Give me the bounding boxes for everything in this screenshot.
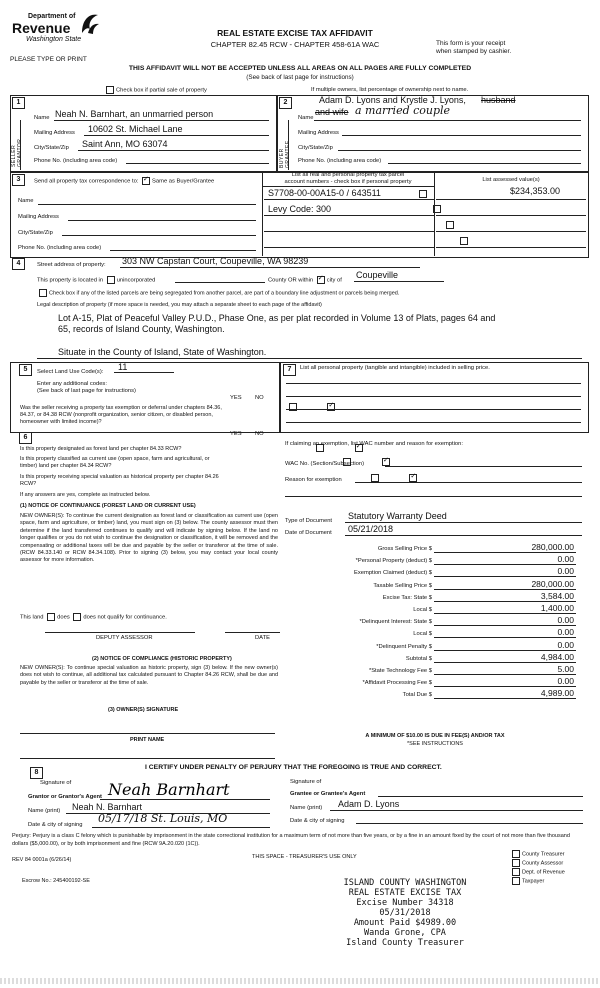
street-label: Street address of property: bbox=[37, 262, 106, 268]
certify-text: I CERTIFY UNDER PENALTY OF PERJURY THAT THE FOREGOING IS TRUE AND CORRECT. bbox=[145, 764, 442, 771]
grantee-date-city-label: Date & city of signing bbox=[290, 818, 345, 824]
doc-type-label: Type of Document bbox=[285, 518, 333, 524]
seller-grantor-label: SELLER GRANTOR bbox=[11, 138, 23, 167]
s3-phone-label: Phone No. (including area code) bbox=[18, 245, 102, 251]
perjury-text: Perjury: Perjury is a class C felony which is punishable by imprisonment in the state correctional institution for a maximum term of not more than five years, or by a fine in an amount fixed by the court of not more than five thousand dollars ($5,000.00), or by both imprisonment and fine (RCW 9A.20.020 (1C)). bbox=[12, 833, 570, 847]
located-row bbox=[37, 276, 155, 284]
amount-value-12: 4,989.00 bbox=[540, 688, 574, 699]
amount-value-8: 0.00 bbox=[557, 639, 574, 650]
s5-no-header: NO bbox=[255, 395, 264, 401]
grantor-date-city-label: Date & city of signing bbox=[28, 822, 83, 828]
dept-line3: Washington State bbox=[26, 36, 82, 43]
property-street-address: 303 NW Capstan Court, Coupeville, WA 98239 bbox=[122, 256, 309, 266]
partial-sale-row bbox=[104, 86, 207, 94]
grantor-date-city: 05/17/18 St. Louis, MO bbox=[98, 812, 228, 825]
grantee-name-print: Adam D. Lyons bbox=[338, 799, 400, 809]
buyer-name-top: Adam D. Lyons and Krystle J. Lyons, bbox=[319, 95, 466, 105]
deputy-assessor-label: DEPUTY ASSESSOR bbox=[96, 635, 153, 641]
enter-additional-label: Enter any additional codes: bbox=[37, 381, 107, 387]
s1-mail-label: Mailing Address bbox=[34, 130, 75, 136]
copy-taxpayer: Taxpayer bbox=[510, 877, 565, 886]
parcel-number: S7708-00-00A15-0 / 643511 bbox=[268, 188, 381, 198]
assessed-value: $234,353.00 bbox=[510, 186, 561, 196]
s6-q2-no-checkbox[interactable] bbox=[382, 458, 390, 466]
amount-label-9: Subtotal $ bbox=[405, 655, 432, 662]
amount-label-2: Exemption Claimed (deduct) $ bbox=[354, 570, 432, 577]
city-of-label: city of bbox=[326, 277, 342, 284]
minimum-fee-line2: *SEE INSTRUCTIONS bbox=[407, 741, 463, 747]
amount-label-0: Gross Selling Price $ bbox=[377, 546, 432, 552]
form-title: REAL ESTATE EXCISE TAX AFFIDAVIT bbox=[217, 28, 373, 38]
copy-county-treasurer: County Treasurer bbox=[510, 850, 565, 859]
segregated-label: Check box if any of the listed parcels are being segregated from another parcel, are part of a boundary line adjustment or parcels being merged. bbox=[49, 290, 400, 297]
form-chapter: CHAPTER 82.45 RCW - CHAPTER 458-61A WAC bbox=[210, 40, 380, 49]
assessed-head: List assessed value(s) bbox=[482, 177, 540, 183]
seller-city-state-zip: Saint Ann, MO 63074 bbox=[82, 139, 168, 149]
legal-label: Legal description of property (if more space is needed, you may attach a separate sheet to each page of the affidavit) bbox=[37, 302, 322, 308]
send-correspondence-label: Send all property tax correspondence to: bbox=[34, 178, 139, 185]
see-back-text: (See back of last page for instructions) bbox=[246, 74, 354, 81]
stamp-line5: Amount Paid $4989.00 bbox=[353, 918, 457, 928]
segregated-row bbox=[37, 289, 399, 297]
minimum-fee-line1: A MINIMUM OF $10.00 IS DUE IN FEE(S) AND/OR TAX bbox=[365, 733, 505, 739]
section7-number: 7 bbox=[283, 364, 296, 376]
s1-city-label: City/State/Zip bbox=[34, 145, 69, 151]
partial-sale-label: Check box if partial sale of property bbox=[116, 87, 207, 94]
amount-value-1: 0.00 bbox=[557, 554, 574, 565]
stamp-line7: Island County Treasurer bbox=[346, 938, 464, 948]
legal-description-line2: 65, records of Island County, Washington. bbox=[58, 324, 225, 334]
county-or-label: County OR within bbox=[268, 277, 314, 284]
claiming-exemption-label: If claiming an exemption, list WAC number and reason for exemption: bbox=[285, 441, 463, 447]
s3-name-label: Name bbox=[18, 198, 34, 204]
send-correspondence-row bbox=[34, 177, 214, 185]
scan-noise-bar bbox=[0, 978, 600, 984]
levy-code: Levy Code: 300 bbox=[268, 204, 332, 214]
section8-number: 8 bbox=[30, 767, 43, 779]
property-city: Coupeville bbox=[356, 270, 399, 280]
warning-text: THIS AFFIDAVIT WILL NOT BE ACCEPTED UNLESS ALL AREAS ON ALL PAGES ARE FULLY COMPLETED bbox=[128, 65, 472, 72]
s6-no-header: NO bbox=[255, 431, 264, 437]
dor-emblem-icon bbox=[80, 13, 100, 35]
notice2-text: NEW OWNER(S): To continue special valuation as historic property, sign (3) below. If the new owner(s) does not wish to continue, all additional tax calculated pursuant to Chapter 84.26 RCW, shall be due and payable by the seller or transferor at the time of sale. bbox=[20, 665, 278, 686]
doc-date-label: Date of Document bbox=[285, 530, 332, 536]
section1-number: 1 bbox=[12, 97, 25, 109]
stamp-line4: 05/31/2018 bbox=[379, 908, 431, 918]
grantee-agent-label: Grantee or Grantee's Agent bbox=[290, 791, 366, 797]
s1-name-label: Name bbox=[34, 115, 50, 121]
stamp-line2: REAL ESTATE EXCISE TAX bbox=[348, 888, 462, 898]
treasurer-space-label: THIS SPACE - TREASURER'S USE ONLY bbox=[252, 854, 357, 860]
s6-q3: Is this property receiving special valuation as historical property per chapter 84.26 RCW? bbox=[20, 474, 219, 487]
buyer-name-struck-and-wife: and wife bbox=[315, 107, 349, 117]
amount-label-7: Local $ bbox=[413, 631, 432, 638]
s2-mail-label: Mailing Address bbox=[298, 130, 339, 136]
amount-label-10: *State Technology Fee $ bbox=[368, 668, 432, 674]
escrow-number: Escrow No.: 245400192-SE bbox=[22, 878, 90, 884]
grantor-name-print-label: Name (print) bbox=[28, 808, 61, 814]
county-or-row bbox=[268, 276, 342, 284]
s1-phone-label: Phone No. (including area code) bbox=[34, 158, 118, 164]
amount-value-9: 4,984.00 bbox=[540, 651, 574, 662]
notice1-title: (1) NOTICE OF CONTINUANCE (FOREST LAND OR CURRENT USE) bbox=[20, 503, 196, 509]
receipt-line2: when stamped by cashier. bbox=[436, 48, 512, 55]
amount-label-5: Local $ bbox=[413, 607, 432, 613]
amount-value-5: 1,400.00 bbox=[540, 603, 574, 613]
stamp-line1: ISLAND COUNTY WASHINGTON bbox=[343, 878, 467, 888]
s5-yes-header: YES bbox=[230, 395, 242, 401]
same-as-buyer-checkbox[interactable] bbox=[142, 177, 150, 185]
s5-see-back: (See back of last page for instructions) bbox=[37, 388, 136, 394]
copy-county-treasurer-checkbox[interactable] bbox=[512, 850, 520, 858]
amount-value-10: 5.00 bbox=[557, 664, 574, 674]
land-does-label: does bbox=[57, 614, 70, 621]
exemption-question: Was the seller receiving a property tax exemption or deferral under chapters 84.36, 84.37, or 84.38 RCW (nonprofit organization, senior citizen, or disabled person, homeowner with limited income)? bbox=[20, 405, 222, 425]
partial-sale-checkbox[interactable] bbox=[106, 86, 114, 94]
dept-line1: Department of bbox=[28, 13, 76, 20]
same-as-buyer-label: Same as Buyer/Grantee bbox=[152, 178, 215, 185]
s3-city-label: City/State/Zip bbox=[18, 230, 53, 236]
please-type: PLEASE TYPE OR PRINT bbox=[10, 56, 87, 63]
copy-county-assessor-checkbox[interactable] bbox=[512, 859, 520, 867]
reason-label: Reason for exemption bbox=[285, 477, 342, 483]
this-land-label: This land bbox=[20, 614, 44, 621]
copy-dept-revenue-checkbox[interactable] bbox=[512, 868, 520, 876]
s6-q3-no-checkbox[interactable] bbox=[409, 474, 417, 482]
amount-value-3: 280,000.00 bbox=[531, 578, 574, 589]
s2-city-label: City/State/Zip bbox=[298, 145, 333, 151]
seller-mailing-address: 10602 St. Michael Lane bbox=[88, 124, 183, 134]
seller-name: Neah N. Barnhart, an unmarried person bbox=[55, 109, 214, 119]
amount-label-1: *Personal Property (deduct) $ bbox=[355, 558, 432, 565]
legal-description-line1: Lot A-15, Plat of Peaceful Valley P.U.D., Phase One, as per plat recorded in Volume 13 of Plats, pages 64 and bbox=[58, 313, 496, 323]
treasurer-stamp bbox=[300, 878, 510, 948]
notice2-title: (2) NOTICE OF COMPLIANCE (HISTORIC PROPERTY) bbox=[92, 656, 232, 662]
land-does-not-checkbox[interactable] bbox=[73, 613, 81, 621]
owner-signature-label: (3) OWNER(S) SIGNATURE bbox=[108, 707, 179, 713]
amount-label-8: *Delinquent Penalty $ bbox=[376, 643, 432, 650]
section5-number: 5 bbox=[19, 364, 32, 376]
grantor-sig-of-label: Signature of bbox=[40, 780, 72, 786]
section4-number: 4 bbox=[12, 258, 25, 270]
parcel-head2: account numbers - check box if personal property bbox=[284, 179, 412, 185]
distribution-copies bbox=[510, 850, 565, 886]
section3-number: 3 bbox=[12, 174, 25, 186]
parcel2-personal-checkbox[interactable] bbox=[433, 205, 441, 213]
segregated-checkbox[interactable] bbox=[39, 289, 47, 297]
multiple-owners-note: If multiple owners, list percentage of ownership next to name. bbox=[311, 87, 469, 93]
parcel1-personal-checkbox[interactable] bbox=[419, 190, 427, 198]
parcel-head1: List all real and personal property tax parcel bbox=[291, 172, 405, 178]
parcel4-personal-checkbox[interactable] bbox=[460, 237, 468, 245]
s6-q1: Is this property designated as forest land per chapter 84.33 RCW? bbox=[20, 446, 182, 452]
section2-number: 2 bbox=[279, 97, 292, 109]
amount-label-4: Excise Tax: State $ bbox=[382, 594, 432, 601]
amount-label-11: *Affidavit Processing Fee $ bbox=[362, 680, 432, 687]
dor-logo bbox=[12, 13, 102, 55]
grantor-agent-label: Grantor or Grantor's Agent bbox=[28, 794, 102, 800]
s2-name-label: Name bbox=[298, 115, 314, 121]
legal-description-line3: Situate in the County of Island, State of Washington. bbox=[58, 347, 267, 357]
s6-q3-yes-checkbox[interactable] bbox=[371, 474, 379, 482]
copy-taxpayer-checkbox[interactable] bbox=[512, 877, 520, 885]
land-does-checkbox[interactable] bbox=[47, 613, 55, 621]
s3-mail-label: Mailing Address bbox=[18, 214, 59, 220]
doc-date: 05/21/2018 bbox=[348, 524, 394, 534]
stamp-line3: Excise Number 34318 bbox=[356, 898, 454, 908]
personal-property-label: List all personal property (tangible and intangible) included in selling price. bbox=[300, 365, 490, 371]
amount-value-7: 0.00 bbox=[557, 627, 574, 638]
doc-type: Statutory Warranty Deed bbox=[348, 511, 447, 521]
amount-value-4: 3,584.00 bbox=[540, 590, 574, 601]
grantee-name-print-label: Name (print) bbox=[290, 805, 323, 811]
deputy-date-label: DATE bbox=[255, 635, 271, 641]
dept-line2: Revenue bbox=[12, 20, 71, 36]
copy-dept-revenue: Dept. of Revenue bbox=[510, 868, 565, 877]
amount-label-6: *Delinquent Interest: State $ bbox=[359, 619, 432, 626]
buyer-name-handwritten: a married couple bbox=[355, 104, 451, 117]
rev-number: REV 84 0001a (6/26/14) bbox=[12, 857, 72, 863]
grantor-name-print: Neah N. Barnhart bbox=[72, 802, 143, 812]
land-use-code: 11 bbox=[118, 362, 128, 372]
section6-number: 6 bbox=[19, 432, 32, 444]
amount-value-2: 0.00 bbox=[557, 566, 574, 577]
amount-value-0: 280,000.00 bbox=[531, 542, 574, 552]
amount-value-11: 0.00 bbox=[557, 676, 574, 687]
if-yes-instruction: If any answers are yes, complete as instructed below. bbox=[20, 492, 151, 498]
grantor-signature: Neah Barnhart bbox=[108, 780, 230, 799]
receipt-line1: This form is your receipt bbox=[436, 40, 506, 47]
stamp-line6: Wanda Grone, CPA bbox=[364, 928, 446, 938]
continuance-row bbox=[20, 613, 167, 621]
s6-yes-header: YES bbox=[230, 431, 242, 437]
amount-label-3: Taxable Selling Price $ bbox=[373, 582, 432, 589]
land-does-not-label: does not qualify for continuance. bbox=[83, 614, 167, 621]
print-name-label: PRINT NAME bbox=[130, 737, 165, 743]
copy-county-assessor: County Assessor bbox=[510, 859, 565, 868]
amount-label-12: Total Due $ bbox=[402, 692, 432, 699]
amount-value-6: 0.00 bbox=[557, 615, 574, 626]
s2-phone-label: Phone No. (including area code) bbox=[298, 158, 382, 164]
unincorporated-checkbox[interactable] bbox=[107, 276, 115, 284]
grantee-sig-of-label: Signature of bbox=[290, 779, 322, 785]
land-use-label: Select Land Use Code(s): bbox=[37, 369, 104, 375]
parcel3-personal-checkbox[interactable] bbox=[446, 221, 454, 229]
s6-q2: Is this property classified as current use (open space, farm and agricultural, or timber) land per chapter 84.34 RCW? bbox=[20, 456, 210, 469]
wac-label: WAC No. (Section/Subsection) bbox=[285, 461, 365, 467]
located-label: This property is located in bbox=[37, 277, 104, 284]
city-of-checkbox[interactable] bbox=[317, 276, 325, 284]
buyer-grantee-label: BUYER GRANTEE bbox=[279, 140, 291, 168]
unincorporated-label: unincorporated bbox=[116, 277, 156, 284]
notice1-text: NEW OWNER(S): To continue the current designation as forest land or classification as current use (open space, farm and agriculture, or timber) land, you must sign on (3) below. The county assessor must then determine if the land transferred continues to qualify and will indicate by signing below. If the land no longer qualifies or you do not wish to continue the designation or classification, it will be removed and the compensating or additional taxes will be due and payable by the seller or transferor at the time of sale. (RCW 84.33.140 or RCW 84.34.108). Prior to signing (3) below, you may contact your local county assessor for more information. bbox=[20, 513, 278, 564]
buyer-name-struck-husband: husband bbox=[481, 95, 516, 105]
